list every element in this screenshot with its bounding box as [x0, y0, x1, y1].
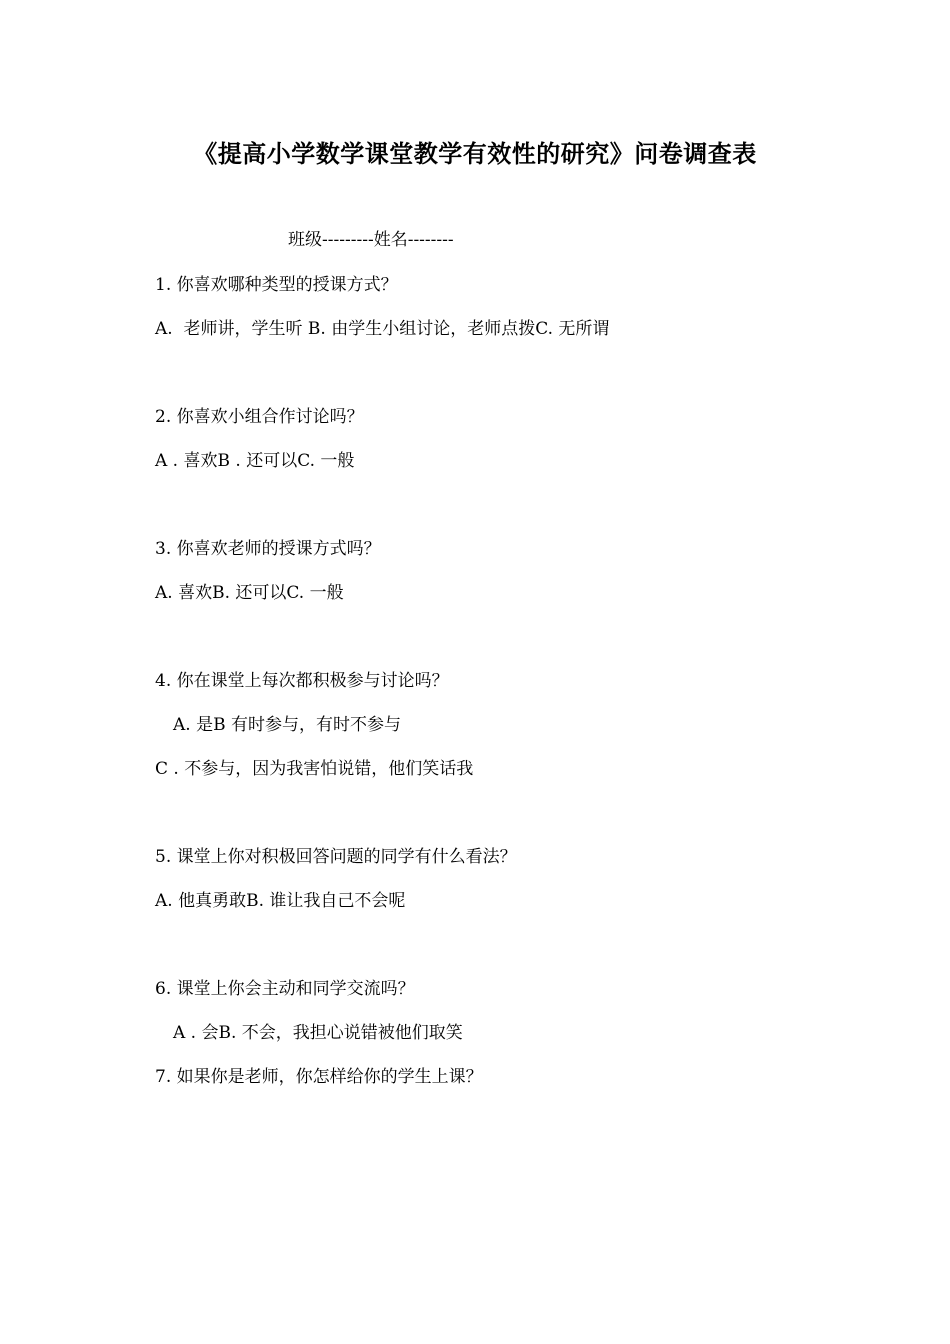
- question-6-options: A . 会B. 不会，我担心说错被他们取笑: [173, 1023, 463, 1043]
- question-4: 4. 你在课堂上每次都积极参与讨论吗？: [155, 671, 449, 691]
- question-6: 6. 课堂上你会主动和同学交流吗？: [155, 979, 415, 999]
- question-5-options: A. 他真勇敢B. 谁让我自己不会呢: [155, 891, 406, 911]
- document-title: 《提高小学数学课堂教学有效性的研究》问卷调查表: [193, 139, 757, 168]
- question-2-options: A . 喜欢B . 还可以C. 一般: [155, 451, 355, 471]
- question-3: 3. 你喜欢老师的授课方式吗？: [155, 539, 381, 559]
- question-1-options: A. 老师讲，学生听 B. 由学生小组讨论，老师点拨C. 无所谓: [155, 319, 610, 339]
- question-4-options-a: A. 是B 有时参与，有时不参与: [173, 715, 401, 735]
- question-2: 2. 你喜欢小组合作讨论吗？: [155, 407, 364, 427]
- question-5: 5. 课堂上你对积极回答问题的同学有什么看法？: [155, 847, 517, 867]
- question-3-options: A. 喜欢B. 还可以C. 一般: [155, 583, 344, 603]
- class-name-line: 班级---------姓名--------: [288, 230, 454, 250]
- question-4-options-c: C . 不参与，因为我害怕说错，他们笑话我: [155, 759, 474, 779]
- question-7: 7. 如果你是老师，你怎样给你的学生上课？: [155, 1067, 483, 1087]
- question-1: 1. 你喜欢哪种类型的授课方式？: [155, 275, 398, 295]
